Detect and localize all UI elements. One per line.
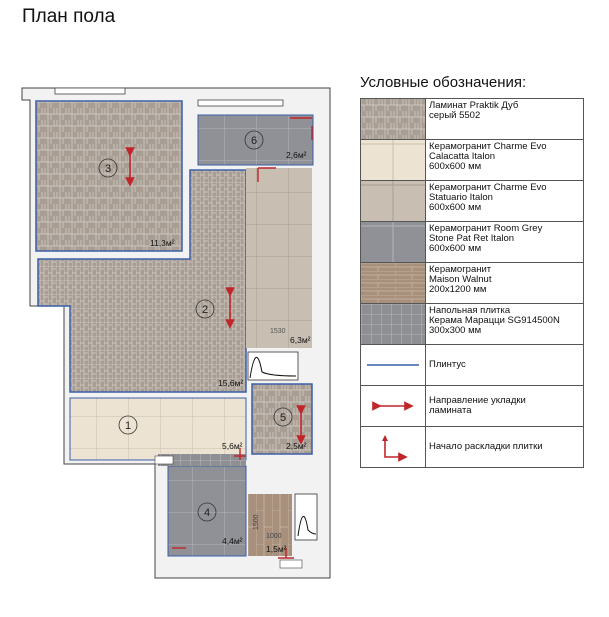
laminate-swatch bbox=[361, 99, 426, 139]
laying-direction-arrow-icon bbox=[361, 386, 426, 426]
room-6-area: 2,6м² bbox=[286, 150, 307, 160]
room-4-area: 4,4м² bbox=[222, 536, 243, 546]
room-1-number: 1 bbox=[124, 420, 132, 432]
legend-item-label: Начало раскладки плитки bbox=[429, 441, 543, 452]
legend-item-label: Направление укладки ламината bbox=[429, 395, 526, 416]
legend-item-label: Керамогранит Maison Walnut 200x1200 мм bbox=[429, 264, 492, 295]
legend-item bbox=[361, 181, 583, 222]
legend-title: Условные обозначения: bbox=[360, 74, 527, 91]
legend-item-label: Плинтус bbox=[429, 359, 466, 370]
bath-dim-a: 1500 bbox=[253, 514, 260, 530]
legend-item bbox=[361, 99, 583, 140]
kitchen-area: 6,3м² bbox=[290, 335, 311, 345]
tile-grey-swatch bbox=[361, 222, 426, 262]
legend-item-label: Напольная плитка Керама Марацци SG914500N 300x300 мм bbox=[429, 305, 560, 336]
small-tile-swatch bbox=[361, 304, 426, 344]
room-5-number: 5 bbox=[279, 412, 287, 424]
tile-cream-swatch bbox=[361, 140, 426, 180]
legend-item bbox=[361, 427, 583, 467]
legend-item-label: Керамогранит Room Grey Stone Pat Ret Italon 600x600 мм bbox=[429, 223, 543, 254]
room-4-number: 4 bbox=[203, 507, 211, 519]
room-5-area: 2,5м² bbox=[286, 441, 307, 451]
kitchen-dim: 1530 bbox=[270, 328, 286, 335]
room-3-floor bbox=[36, 101, 182, 251]
bath-dim-b: 1000 bbox=[266, 533, 282, 540]
legend-item bbox=[361, 263, 583, 304]
legend-item bbox=[361, 345, 583, 386]
room-6-number: 6 bbox=[250, 135, 258, 147]
legend-item bbox=[361, 304, 583, 345]
legend-item bbox=[361, 222, 583, 263]
legend bbox=[360, 98, 584, 468]
legend-item-label: Керамогранит Charme Evo Calacatta Italon 600x600 мм bbox=[429, 141, 547, 172]
room-2-number: 2 bbox=[201, 304, 209, 316]
room-1-area: 5,6м² bbox=[222, 441, 243, 451]
tile-start-arrow-icon bbox=[361, 427, 426, 467]
room-2-area: 15,6м² bbox=[218, 378, 244, 388]
legend-item bbox=[361, 140, 583, 181]
plinth-line-swatch bbox=[361, 345, 426, 385]
legend-item-label: Керамогранит Charme Evo Statuario Italon 600x600 мм bbox=[429, 182, 547, 213]
bath-area: 1,5м² bbox=[266, 544, 287, 554]
room-3-number: 3 bbox=[104, 163, 112, 175]
page-title: План пола bbox=[22, 6, 116, 27]
legend-item bbox=[361, 386, 583, 427]
room-1-floor bbox=[70, 398, 246, 460]
legend-item-label: Ламинат Praktik Дуб серый 5502 bbox=[429, 100, 519, 121]
room-3-area: 11,3м² bbox=[150, 238, 175, 248]
kitchen-floor bbox=[246, 168, 312, 348]
tile-beige-swatch bbox=[361, 181, 426, 221]
wood-plank-swatch bbox=[361, 263, 426, 303]
